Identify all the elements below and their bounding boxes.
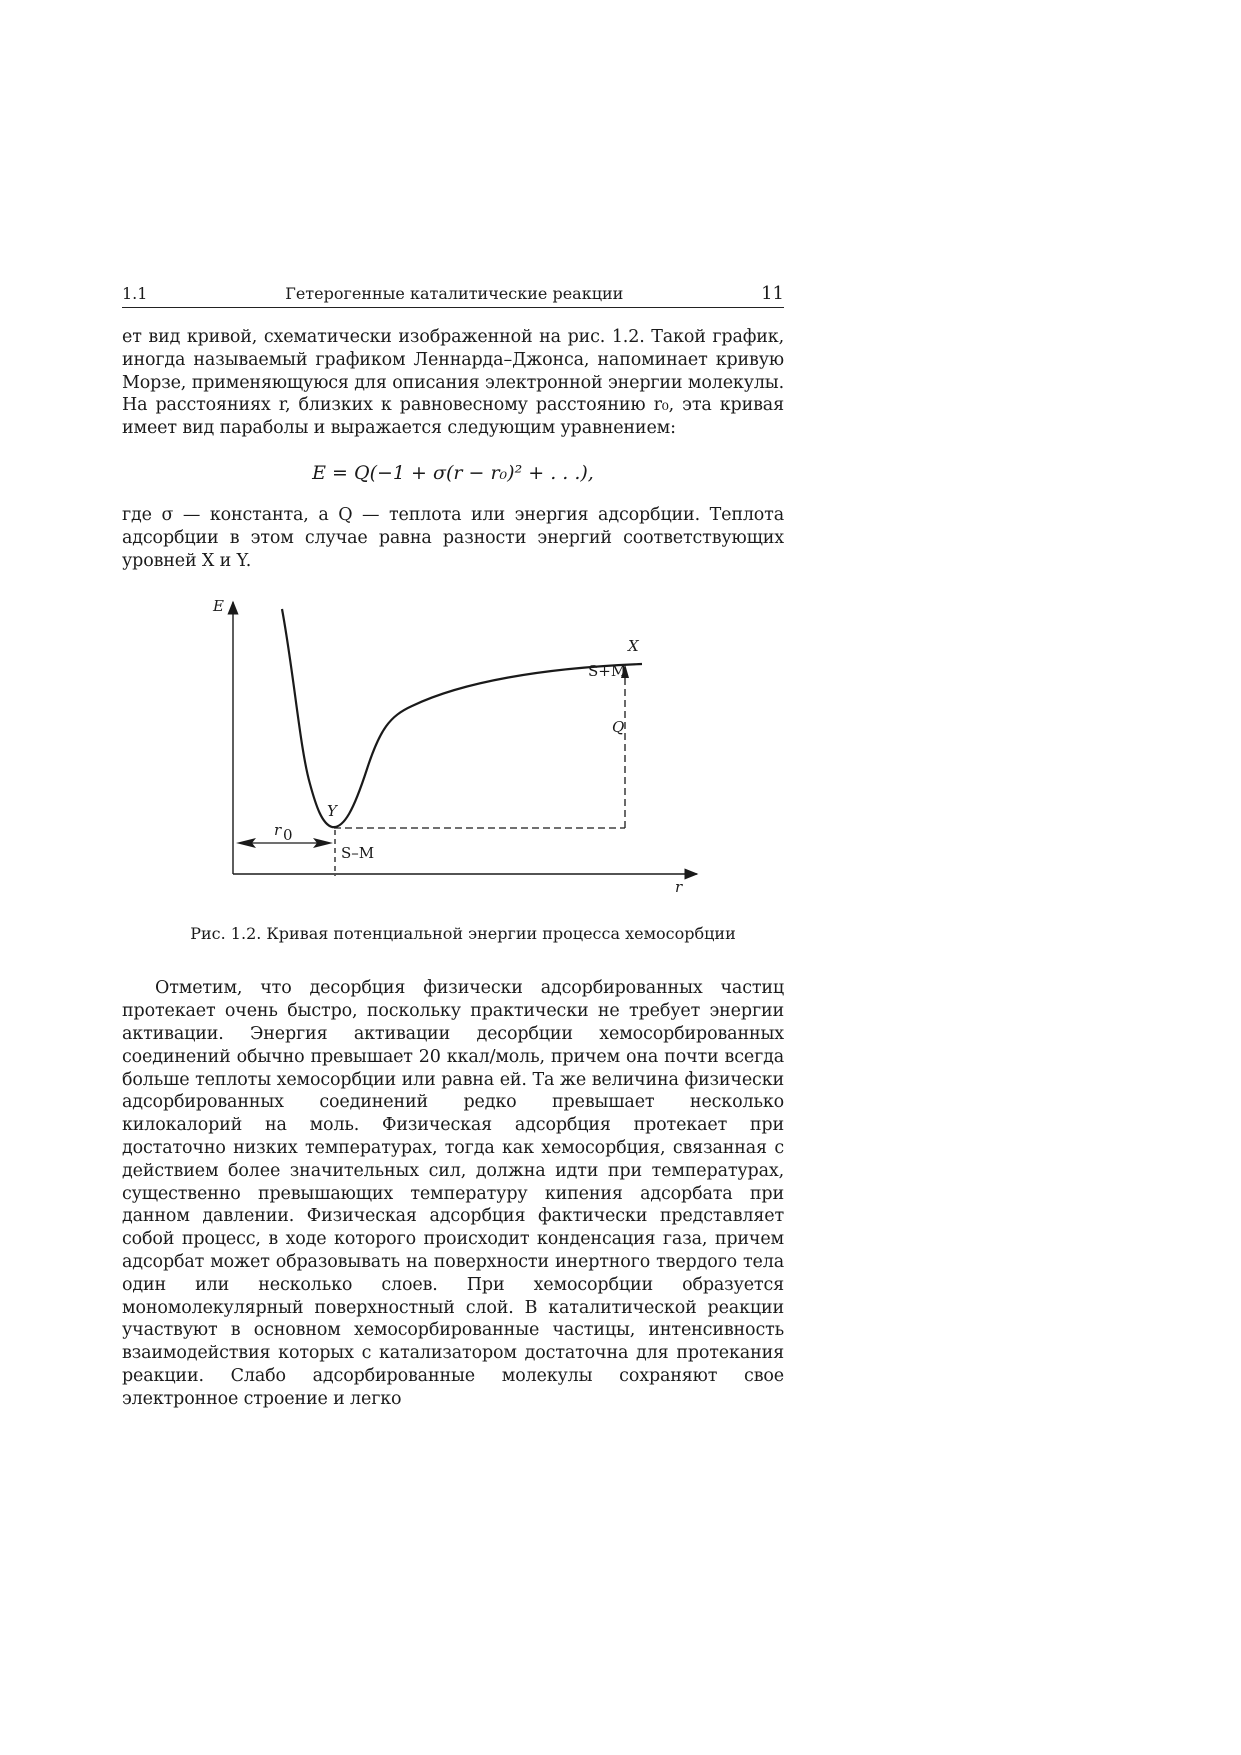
running-head: [122, 283, 784, 308]
label-x: X: [628, 637, 639, 656]
page: [122, 283, 784, 1411]
axis-y-label: E: [213, 597, 224, 616]
paragraph-3: Отметим, что десорбция физически адсорбированных частиц протекает очень быстро, поскольку практически не требует энергии активации. Энергия активации десорбции хемосорбированных соединений обычно превышает 20 ккал/моль, причем она почти всегда больше теплоты хемосорбции или равна ей. Та же величина физически адсорбированных соединений редко превышает несколько килокалорий на моль. Физическая адсорбция протекает при достаточно низких температурах, тогда как хемосорбция, связанная с действием более значительных сил, должна идти при температурах, существенно превышающих температуру кипения адсорбата при данном давлении. Физическая адсорбция фактически представляет собой процесс, в ходе которого происходит конденсация газа, причем адсорбат может образовывать на поверхности инертного твердого тела один или несколько слоев. При хемосорбции образуется мономолекулярный поверхностный слой. В каталитической реакции участвуют в основном хемосорбированные частицы, интенсивность взаимодействия которых с катализатором достаточна для протекания реакции. Слабо адсорбированные молекулы сохраняют свое электронное строение и легко: [122, 978, 784, 1409]
equation: E = Q(−1 + σ(r − r₀)² + . . .),: [312, 461, 594, 484]
label-s-plus-m: S+M: [588, 662, 627, 681]
paragraph-1: ет вид кривой, схематически изображенной на рис. 1.2. Такой график, иногда называемый графиком Леннарда–Джонса, напоминает кривую Морзе, применяющуюся для описания электронной энергии молекулы. На расстояниях r, близких к равновесному расстоянию r₀, эта кривая имеет вид параболы и выражается следующим уравнением:: [122, 327, 784, 439]
label-r0-subscript: 0: [283, 826, 293, 845]
label-q: Q: [612, 718, 625, 737]
potential-energy-diagram: [122, 594, 784, 894]
label-y: Y: [327, 802, 337, 821]
section-number: 1.1: [122, 284, 148, 303]
label-r0: r: [274, 821, 282, 840]
potential-curve: [282, 609, 642, 827]
label-s-minus-m: S–M: [341, 844, 375, 863]
running-title: Гетерогенные каталитические реакции: [285, 284, 624, 303]
figure-potential-curve: [122, 594, 784, 924]
paragraph-2: где σ — константа, а Q — теплота или энергия адсорбции. Теплота адсорбции в этом случае равна разности энергий соответствующих уровней X и Y.: [122, 504, 784, 571]
figure-caption: Рис. 1.2. Кривая потенциальной энергии процесса хемосорбции: [190, 924, 736, 944]
page-number: 11: [761, 283, 784, 304]
axis-x-label: r: [675, 878, 683, 895]
